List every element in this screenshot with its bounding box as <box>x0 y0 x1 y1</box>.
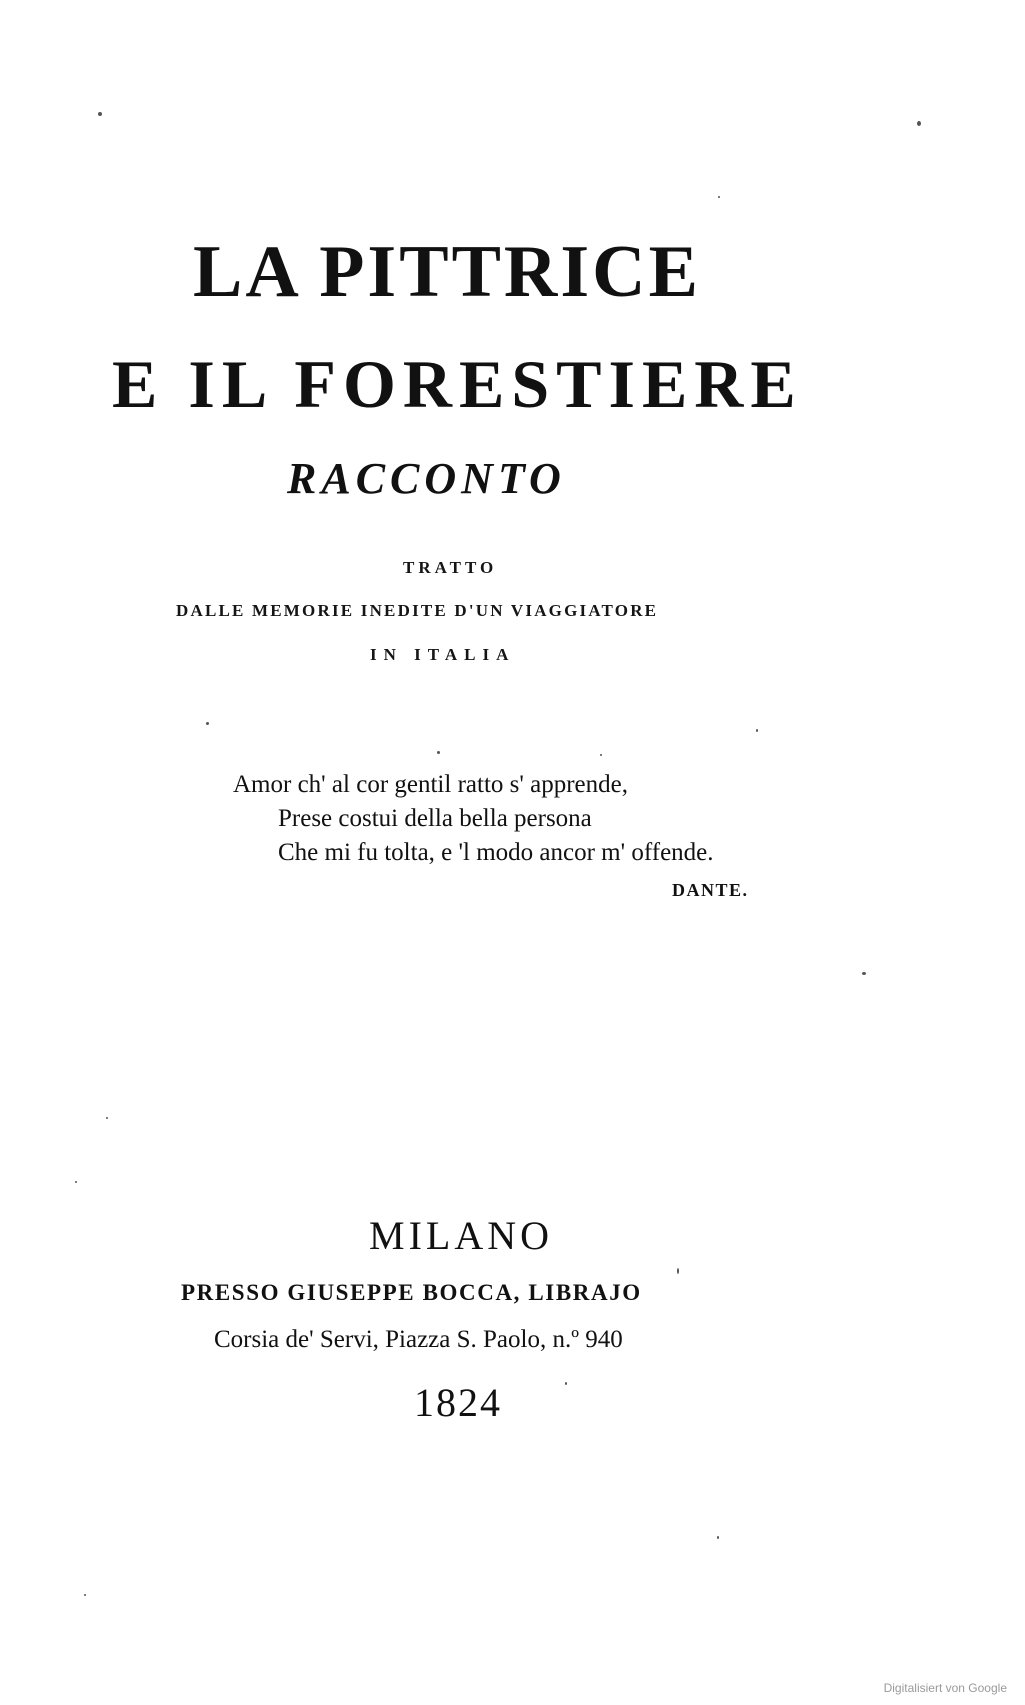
scan-speck <box>84 1594 86 1596</box>
book-title-line-1: LA PITTRICE <box>193 231 701 313</box>
description-line-2: DALLE MEMORIE INEDITE D'UN VIAGGIATORE <box>176 601 659 620</box>
imprint-city: MILANO <box>369 1213 553 1258</box>
scan-speck <box>75 1181 77 1183</box>
scan-speck <box>600 754 602 756</box>
imprint-year: 1824 <box>414 1380 502 1425</box>
scan-speck <box>717 1536 719 1539</box>
scan-speck <box>917 121 921 126</box>
scan-speck <box>718 196 720 198</box>
scan-speck <box>862 972 866 975</box>
epigraph-line-2: Prese costui della bella persona <box>278 805 592 832</box>
digitization-watermark: Digitalisiert von Google <box>883 1681 1007 1695</box>
book-title-line-2: E IL FORESTIERE <box>112 346 803 422</box>
imprint-publisher: PRESSO GIUSEPPE BOCCA, LIBRAJO <box>181 1280 642 1305</box>
scan-speck <box>98 112 102 116</box>
scan-speck <box>106 1117 108 1119</box>
scan-speck <box>565 1382 567 1385</box>
description-line-3: IN ITALIA <box>370 645 516 664</box>
scan-speck <box>206 722 209 725</box>
scan-speck <box>756 729 758 732</box>
scan-speck <box>437 751 440 754</box>
epigraph-author: DANTE. <box>672 880 749 900</box>
epigraph-line-1: Amor ch' al cor gentil ratto s' apprende, <box>233 771 628 798</box>
description-line-1: TRATTO <box>403 558 498 577</box>
scan-speck <box>677 1268 679 1274</box>
epigraph-line-3: Che mi fu tolta, e 'l modo ancor m' offende. <box>278 839 714 866</box>
imprint-address: Corsia de' Servi, Piazza S. Paolo, n.º 940 <box>214 1326 623 1353</box>
book-subtitle: RACCONTO <box>287 454 566 503</box>
